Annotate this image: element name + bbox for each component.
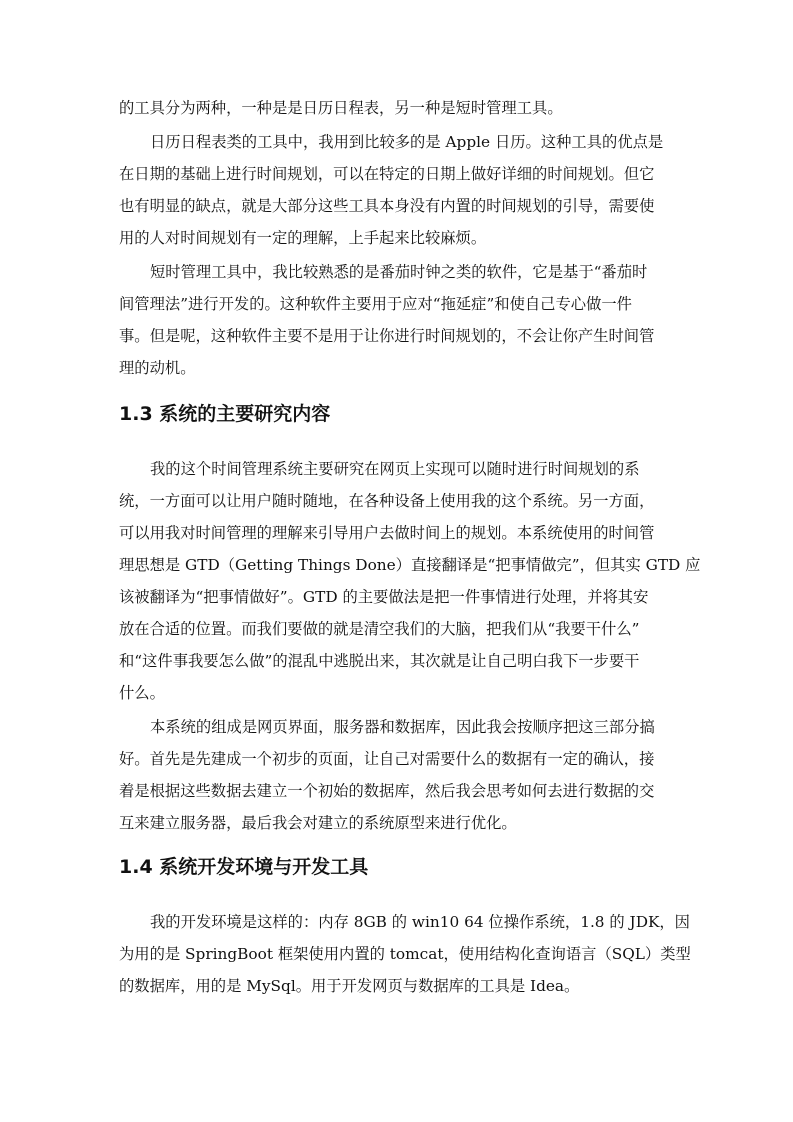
body-text-line: 间管理法”进行开发的。这种软件主要用于应对“拖延症”和使自己专心做一件 [119,295,632,313]
body-text-line: 事。但是呢，这种软件主要不是用于让你进行时间规划的，不会让你产生时间管 [119,327,655,345]
body-text-line: 什么。 [119,684,165,702]
body-text-line: 理思想是 GTD（Getting Things Done）直接翻译是“把事情做完”，但其实 GTD 应 [119,556,701,574]
section-heading-1-4: 1.4 系统开发环境与开发工具 [119,856,369,878]
body-text-line: 我的这个时间管理系统主要研究在网页上实现可以随时进行时间规划的系 [150,460,640,478]
body-text-line: 的工具分为两种，一种是是日历日程表，另一种是短时管理工具。 [119,99,563,117]
section-heading-1-3: 1.3 系统的主要研究内容 [119,403,331,425]
body-text-line: 在日期的基础上进行时间规划，可以在特定的日期上做好详细的时间规划。但它 [119,165,655,183]
body-text-line: 日历日程表类的工具中，我用到比较多的是 Apple 日历。这种工具的优点是 [150,133,664,151]
body-text-line: 为用的是 SpringBoot 框架使用内置的 tomcat，使用结构化查询语言（SQL）类型 [119,945,691,963]
body-text-line: 的数据库，用的是 MySql。用于开发网页与数据库的工具是 Idea。 [119,977,580,995]
body-text-line: 好。首先是先建成一个初步的页面，让自己对需要什么的数据有一定的确认，接 [119,750,655,768]
body-text-line: 本系统的组成是网页界面，服务器和数据库，因此我会按顺序把这三部分搞 [150,718,655,736]
body-text-line: 我的开发环境是这样的：内存 8GB 的 win10 64 位操作系统，1.8 的 JDK，因 [150,913,690,931]
body-text-line: 理的动机。 [119,359,196,377]
body-text-line: 着是根据这些数据去建立一个初始的数据库，然后我会思考如何去进行数据的交 [119,782,655,800]
body-text-line: 和“这件事我要怎么做”的混乱中逃脱出来，其次就是让自己明白我下一步要干 [119,652,640,670]
body-text-line: 互来建立服务器，最后我会对建立的系统原型来进行优化。 [119,814,517,832]
body-text-line: 该被翻译为“把事情做好”。GTD 的主要做法是把一件事情进行处理，并将其安 [119,588,649,606]
body-text-line: 统，一方面可以让用户随时随地，在各种设备上使用我的这个系统。另一方面， [119,492,655,510]
body-text-line: 可以用我对时间管理的理解来引导用户去做时间上的规划。本系统使用的时间管 [119,524,655,542]
body-text-line: 用的人对时间规划有一定的理解，上手起来比较麻烦。 [119,229,487,247]
body-text-line: 放在合适的位置。而我们要做的就是清空我们的大脑，把我们从“我要干什么” [119,620,640,638]
body-text-line: 短时管理工具中，我比较熟悉的是番茄时钟之类的软件，它是基于“番茄时 [150,263,648,281]
body-text-line: 也有明显的缺点，就是大部分这些工具本身没有内置的时间规划的引导，需要使 [119,197,655,215]
